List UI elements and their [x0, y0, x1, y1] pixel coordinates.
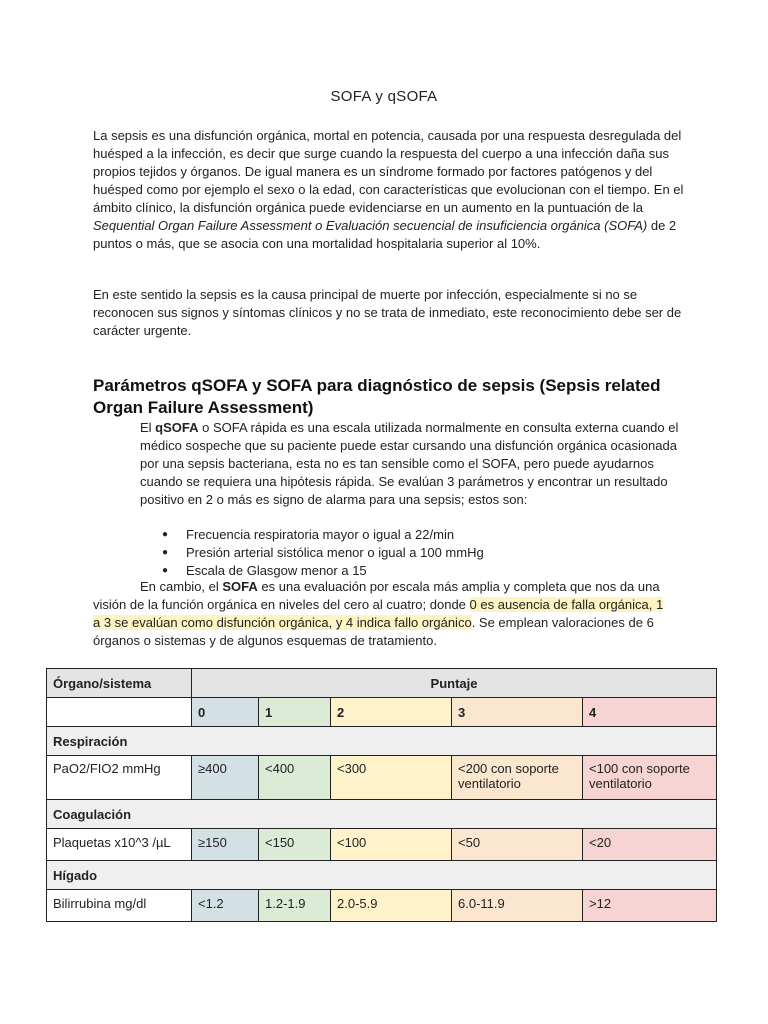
- table-header-row: [47, 669, 717, 698]
- value-cell: <100: [331, 829, 452, 861]
- table-row: [47, 890, 717, 922]
- score-header-row: [47, 698, 717, 727]
- value-cell: 6.0-11.9: [452, 890, 583, 922]
- value-cell: <100 con soporte ventilatorio: [583, 756, 717, 800]
- value-cell: <20: [583, 829, 717, 861]
- value-cell: <200 con soporte ventilatorio: [452, 756, 583, 800]
- sofa-definition: Sequential Organ Failure Assessment o Evaluación secuencial de insuficiencia orgánica (SOFA): [93, 218, 648, 233]
- group-label: Coagulación: [47, 800, 717, 829]
- score-3: 3: [452, 698, 583, 727]
- group-row-higado: [47, 861, 717, 890]
- score-1: 1: [259, 698, 331, 727]
- list-item: ● Presión arterial sistólica menor o igual a 100 mmHg: [140, 544, 484, 562]
- highlighted-text: 0 es ausencia de falla orgánica, 1 a 3 se evalúan como disfunción orgánica, y 4 indica fallo orgánico: [93, 597, 664, 630]
- sofa-text-start: En cambio, el: [140, 579, 223, 594]
- param-cell: Bilirrubina mg/dl: [47, 890, 192, 922]
- section-heading: Parámetros qSOFA y SOFA para diagnóstico de sepsis (Sepsis related Organ Failure Assessment): [93, 376, 661, 417]
- intro-text-start: La sepsis es una disfunción orgánica, mortal en potencia, causada por una respuesta desregulada del huésped a la infección, es decir que surge cuando la respuesta del cuerpo a una infección daña sus propios tejidos y órganos. De igual manera es un síndrome formado por factores patógenos y del huésped como por ejemplo el sexo o la edad, con características que evolucionan con el tiempo. En el ámbito clínico, la disfunción orgánica puede evidenciarse en un aumento en la puntuación de la: [93, 128, 684, 215]
- header-organ: Órgano/sistema: [47, 669, 192, 698]
- group-label: Respiración: [47, 727, 717, 756]
- value-cell: <150: [259, 829, 331, 861]
- qsofa-paragraph: [140, 419, 685, 509]
- score-0: 0: [192, 698, 259, 727]
- value-cell: ≥150: [192, 829, 259, 861]
- value-cell: <1.2: [192, 890, 259, 922]
- param-cell: PaO2/FIO2 mmHg: [47, 756, 192, 800]
- group-row-respiracion: [47, 727, 717, 756]
- intro-paragraph-2: En este sentido la sepsis es la causa principal de muerte por infección, especialmente si no se reconocen sus signos y síntomas clínicos y no se trata de inmediato, este reconocimiento debe ser de carácter urgente.: [93, 287, 682, 338]
- table-row: [47, 756, 717, 800]
- sofa-table: [46, 668, 717, 922]
- intro-text-end: de 2 puntos o más, que se asocia con una mortalidad hospitalaria superior al 10%.: [93, 218, 677, 251]
- intro-paragraph-1: [93, 127, 693, 253]
- group-label: Hígado: [47, 861, 717, 890]
- qsofa-text-start: El: [140, 420, 156, 435]
- param-cell: Plaquetas x10^3 /µL: [47, 829, 192, 861]
- sofa-paragraph: [93, 578, 673, 650]
- group-row-coagulacion: [47, 800, 717, 829]
- score-2: 2: [331, 698, 452, 727]
- qsofa-term: qSOFA: [155, 420, 199, 435]
- value-cell: <50: [452, 829, 583, 861]
- sofa-text-end: . Se emplean valoraciones de 6 órganos o sistemas y de algunos esquemas de tratamiento.: [93, 615, 654, 648]
- header-score: Puntaje: [192, 669, 717, 698]
- page-title: SOFA y qSOFA: [330, 88, 438, 105]
- table-row: [47, 829, 717, 861]
- list-item: ● Escala de Glasgow menor a 15: [140, 562, 484, 580]
- sofa-text-mid: es una evaluación por escala más amplia y completa que nos da una visión de la función orgánica en niveles del cero al cuatro; donde: [93, 579, 660, 612]
- list-item: ● Frecuencia respiratoria mayor o igual a 22/min: [140, 526, 484, 544]
- value-cell: <300: [331, 756, 452, 800]
- value-cell: 2.0-5.9: [331, 890, 452, 922]
- score-4: 4: [583, 698, 717, 727]
- value-cell: ≥400: [192, 756, 259, 800]
- value-cell: >12: [583, 890, 717, 922]
- sofa-term: SOFA: [222, 579, 258, 594]
- empty-cell: [47, 698, 192, 727]
- value-cell: <400: [259, 756, 331, 800]
- qsofa-text-end: o SOFA rápida es una escala utilizada normalmente en consulta externa cuando el médico sospeche que su paciente puede estar cursando una disfunción orgánica ocasionada por una sepsis bacteriana, esta no es tan sensible como el SOFA, pero puede ayudarnos cuando se requiera una hipótesis rápida. Se evalúan 3 parámetros y encontrar un resultado positivo en 2 o más es signo de alarma para una sepsis; estos son:: [140, 420, 679, 507]
- qsofa-criteria-list: [140, 526, 484, 580]
- value-cell: 1.2-1.9: [259, 890, 331, 922]
